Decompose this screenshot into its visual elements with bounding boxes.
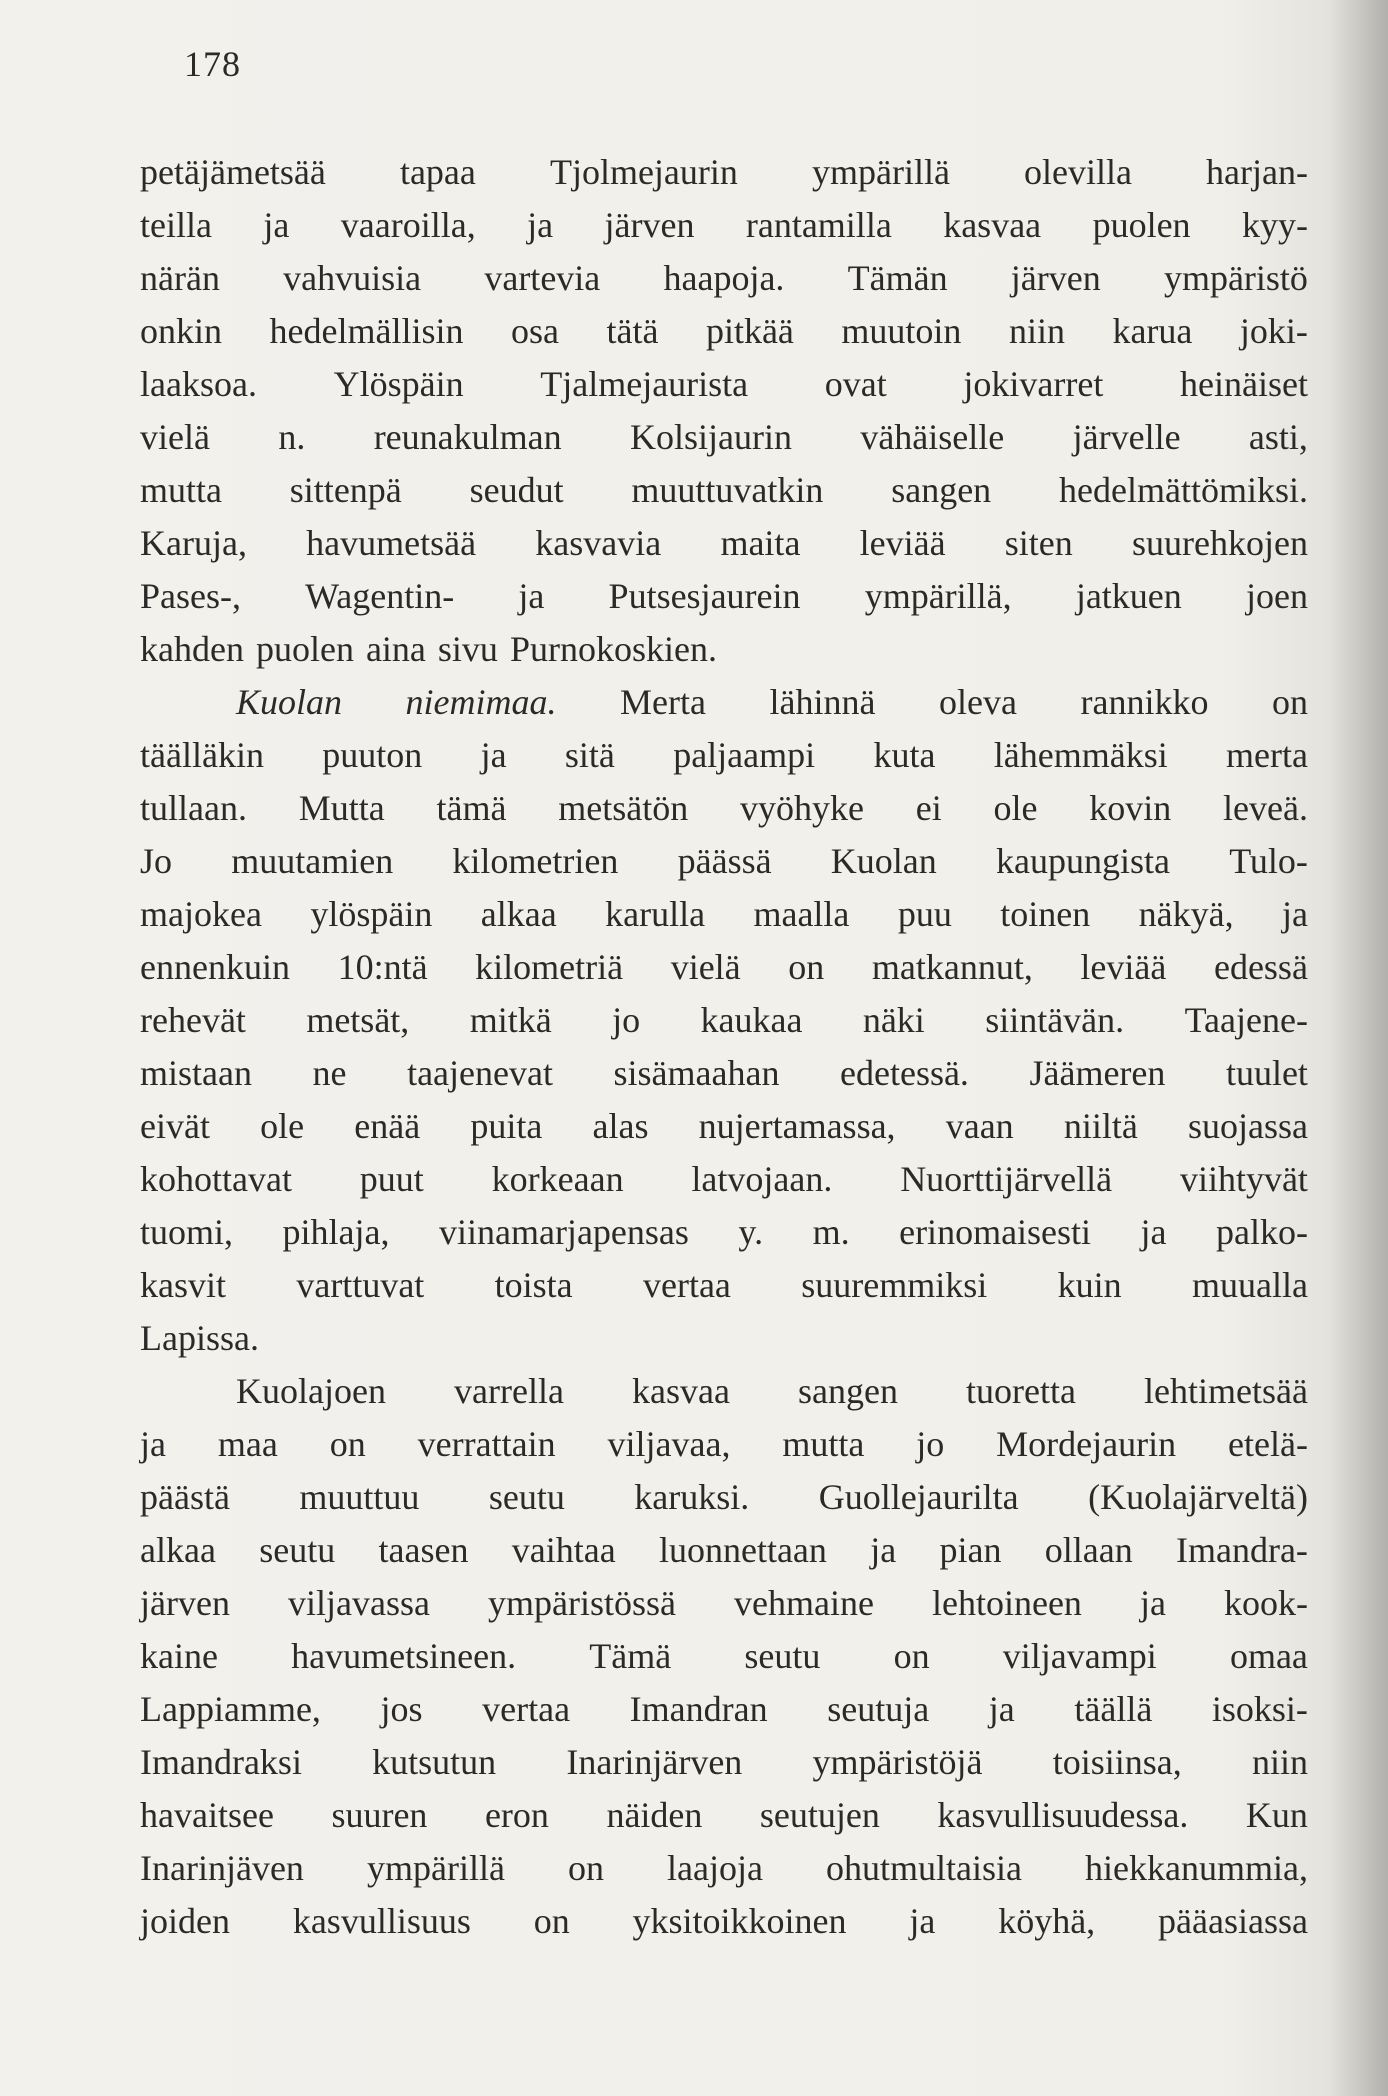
word: Tulo-: [1229, 841, 1308, 881]
word: muutoin: [841, 311, 962, 351]
word: joiden: [140, 1901, 230, 1941]
word: viljavampi: [1002, 1636, 1157, 1676]
word: järven: [604, 205, 695, 245]
word: korkeaan: [491, 1159, 624, 1199]
word: karuksi.: [634, 1477, 750, 1517]
word: ja: [140, 1424, 166, 1464]
word: ja: [909, 1901, 936, 1941]
word: ollaan: [1044, 1530, 1133, 1570]
word: kasvaa: [631, 1371, 730, 1411]
word: siintävän.: [985, 1000, 1125, 1040]
word: Kun: [1245, 1795, 1308, 1835]
word: onkin: [140, 311, 223, 351]
word: hiekkanummia,: [1085, 1848, 1308, 1888]
word: kasvullisuudessa.: [937, 1795, 1189, 1835]
text-line: [140, 1842, 1308, 1895]
word: ne: [312, 1053, 347, 1093]
word: lähemmäksi: [993, 735, 1168, 775]
word: ja: [988, 1689, 1015, 1729]
text-line: [140, 1259, 1308, 1312]
word: seudut: [469, 470, 564, 510]
word: niemimaa.: [405, 682, 557, 722]
word: Karuja,: [140, 523, 247, 563]
word: tämä: [436, 788, 507, 828]
word: Merta: [620, 682, 706, 722]
word: niin: [1008, 311, 1065, 351]
word: sisämaahan: [613, 1053, 780, 1093]
text-line: [140, 1365, 1308, 1418]
word: osa: [510, 311, 559, 351]
word: isoksi-: [1211, 1689, 1308, 1729]
word: kook-: [1223, 1583, 1308, 1623]
text-line: [140, 1895, 1308, 1948]
word: täällä: [1074, 1689, 1153, 1729]
word: rannikko: [1080, 682, 1209, 722]
word: alkaa: [480, 894, 557, 934]
word: vertaa: [482, 1689, 571, 1729]
word: tuomi,: [140, 1212, 234, 1252]
word: sittenpä: [289, 470, 402, 510]
word: Imandraksi: [140, 1742, 302, 1782]
word: etelä-: [1228, 1424, 1308, 1464]
word: vaihtaa: [511, 1530, 616, 1570]
word: muuttuvatkin: [631, 470, 824, 510]
word: ei: [915, 788, 942, 828]
word: Taajene-: [1184, 1000, 1308, 1040]
word: seutuja: [827, 1689, 930, 1729]
body-text: [140, 146, 1308, 1948]
word: edessä: [1213, 947, 1308, 987]
text-line: [140, 305, 1308, 358]
word: mitkä: [469, 1000, 552, 1040]
word: luonnettaan: [658, 1530, 827, 1570]
word: vaaroilla,: [340, 205, 476, 245]
word: kasvaa: [943, 205, 1042, 245]
word: ympärillä: [366, 1848, 505, 1888]
word: sitä: [564, 735, 615, 775]
text-line: [140, 1736, 1308, 1789]
text-line: [140, 1206, 1308, 1259]
word: n.: [278, 417, 306, 457]
text-line: [140, 1418, 1308, 1471]
word: laaksoa.: [140, 364, 257, 404]
word: verrattain: [417, 1424, 556, 1464]
word: edetessä.: [840, 1053, 969, 1093]
text-line: [140, 994, 1308, 1047]
word: ole: [260, 1106, 305, 1146]
word: alkaa: [140, 1530, 216, 1570]
text-line: [140, 941, 1308, 994]
word: Ylöspäin: [333, 364, 464, 404]
word: niiltä: [1063, 1106, 1138, 1146]
word: on: [788, 947, 825, 987]
word: suuremmiksi: [801, 1265, 988, 1305]
word: ympärillä,: [864, 576, 1012, 616]
word: havumetsää: [306, 523, 477, 563]
text-line: [140, 411, 1308, 464]
word: enää: [354, 1106, 421, 1146]
text-line: [140, 146, 1308, 199]
word: metsät,: [306, 1000, 410, 1040]
word: ja: [518, 576, 545, 616]
word: kyy-: [1241, 205, 1308, 245]
word: kaupungista: [996, 841, 1170, 881]
word: vielä: [140, 417, 210, 457]
word: tapaa: [399, 152, 476, 192]
text-line: [140, 464, 1308, 517]
word: kuin: [1057, 1265, 1122, 1305]
word: ympärillä: [811, 152, 950, 192]
word: mutta: [140, 470, 222, 510]
word: teilla: [140, 205, 212, 245]
word: matkannut,: [871, 947, 1033, 987]
word: vehmaine: [734, 1583, 874, 1623]
word: havumetsineen.: [291, 1636, 517, 1676]
word: jo: [916, 1424, 945, 1464]
word: närän: [140, 258, 220, 298]
word: joen: [1245, 576, 1308, 616]
word: Jo: [140, 841, 173, 881]
word: suuren: [331, 1795, 428, 1835]
word: seutu: [488, 1477, 565, 1517]
word: sivu: [437, 629, 498, 669]
word: järven: [140, 1583, 230, 1623]
word: kuta: [873, 735, 936, 775]
word: puu: [897, 894, 952, 934]
word: järven: [1010, 258, 1101, 298]
word: nujertamassa,: [698, 1106, 896, 1146]
word: puuton: [322, 735, 423, 775]
text-line: [140, 1524, 1308, 1577]
word: päästä: [140, 1477, 230, 1517]
page-number: 178: [184, 44, 241, 84]
word: viljavassa: [287, 1583, 430, 1623]
word: ole: [993, 788, 1038, 828]
word: Tämä: [589, 1636, 672, 1676]
word: hedelmällisin: [269, 311, 464, 351]
word: vahvuisia: [283, 258, 422, 298]
word: Inarinjäven: [140, 1848, 304, 1888]
word: vertaa: [642, 1265, 731, 1305]
word: alas: [592, 1106, 649, 1146]
word: erinomaisesti: [899, 1212, 1092, 1252]
text-line: [140, 1153, 1308, 1206]
word: viihtyvät: [1179, 1159, 1308, 1199]
word: on: [329, 1424, 366, 1464]
text-line: [140, 623, 1308, 676]
word: m.: [812, 1212, 850, 1252]
word: sangen: [891, 470, 992, 510]
word: Imandran: [629, 1689, 768, 1729]
word: rehevät: [140, 1000, 246, 1040]
word: muuttuu: [299, 1477, 420, 1517]
word: kaine: [140, 1636, 218, 1676]
word: merta: [1226, 735, 1308, 775]
word: lehtimetsää: [1144, 1371, 1308, 1411]
word: Kuolan: [830, 841, 937, 881]
word: aina: [365, 629, 426, 669]
word: muutamien: [231, 841, 394, 881]
word: Jäämeren: [1029, 1053, 1166, 1093]
word: puolen: [255, 629, 354, 669]
text-line: [140, 676, 1308, 729]
text-line: [140, 835, 1308, 888]
word: jos: [380, 1689, 423, 1729]
text-line: [140, 1047, 1308, 1100]
text-line: [140, 1100, 1308, 1153]
word: latvojaan.: [691, 1159, 833, 1199]
word: mistaan: [140, 1053, 252, 1093]
word: rantamilla: [745, 205, 892, 245]
text-line: [140, 729, 1308, 782]
word: y.: [738, 1212, 764, 1252]
word: lähinnä: [769, 682, 876, 722]
word: ja: [1139, 1583, 1166, 1623]
word: Putsesjaurein: [608, 576, 801, 616]
word: Mutta: [298, 788, 385, 828]
word: (Kuolajärveltä): [1088, 1477, 1308, 1517]
word: lehtoineen: [931, 1583, 1082, 1623]
word: Kuolan: [236, 682, 343, 722]
word: metsätön: [558, 788, 689, 828]
word: olevilla: [1023, 152, 1132, 192]
word: on: [533, 1901, 570, 1941]
word: Lapissa.: [140, 1318, 259, 1358]
word: jo: [612, 1000, 641, 1040]
word: tätä: [606, 311, 659, 351]
word: köyhä,: [998, 1901, 1096, 1941]
word: tullaan.: [140, 788, 247, 828]
text-line: [140, 1577, 1308, 1630]
word: kahden: [140, 629, 244, 669]
word: majokea: [140, 894, 262, 934]
word: kovin: [1089, 788, 1172, 828]
word: hedelmättömiksi.: [1059, 470, 1308, 510]
word: karulla: [605, 894, 706, 934]
word: tuulet: [1225, 1053, 1308, 1093]
word: vähäiselle: [860, 417, 1005, 457]
word: vartevia: [484, 258, 601, 298]
word: palko-: [1216, 1212, 1308, 1252]
word: suurehkojen: [1131, 523, 1308, 563]
word: 10:ntä: [337, 947, 428, 987]
page-gutter-shadow: [1328, 0, 1388, 2096]
word: siten: [1004, 523, 1073, 563]
word: ja: [480, 735, 507, 775]
word: joki-: [1239, 311, 1308, 351]
text-line: [140, 888, 1308, 941]
word: Mordejaurin: [996, 1424, 1177, 1464]
word: ja: [263, 205, 290, 245]
word: petäjämetsää: [140, 152, 326, 192]
word: kohottavat: [140, 1159, 292, 1199]
word: on: [1271, 682, 1308, 722]
word: haapoja.: [663, 258, 785, 298]
word: Purnokoskien.: [509, 629, 717, 669]
word: reunakulman: [373, 417, 562, 457]
word: ja: [870, 1530, 897, 1570]
word: viljavaa,: [607, 1424, 731, 1464]
word: ympäristö: [1163, 258, 1308, 298]
word: jatkuen: [1075, 576, 1182, 616]
word: Wagentin-: [305, 576, 455, 616]
word: kutsutun: [372, 1742, 497, 1782]
text-line: [140, 1312, 1308, 1365]
text-line: [140, 782, 1308, 835]
word: Kolsijaurin: [629, 417, 792, 457]
word: sangen: [797, 1371, 898, 1411]
word: varrella: [454, 1371, 564, 1411]
word: Pases-,: [140, 576, 241, 616]
word: maita: [720, 523, 801, 563]
text-line: [140, 199, 1308, 252]
word: suojassa: [1188, 1106, 1308, 1146]
text-line: [140, 1683, 1308, 1736]
word: muualla: [1191, 1265, 1308, 1305]
word: karua: [1112, 311, 1193, 351]
text-line: [140, 517, 1308, 570]
word: vielä: [670, 947, 741, 987]
word: omaa: [1229, 1636, 1308, 1676]
word: ohutmultaisia: [826, 1848, 1022, 1888]
word: ja: [1140, 1212, 1167, 1252]
word: pian: [939, 1530, 1002, 1570]
word: Tämän: [847, 258, 948, 298]
word: Guollejaurilta: [818, 1477, 1019, 1517]
word: päässä: [677, 841, 772, 881]
word: jokivarret: [963, 364, 1104, 404]
word: harjan-: [1206, 152, 1308, 192]
word: mutta: [782, 1424, 865, 1464]
word: Inarinjärven: [566, 1742, 743, 1782]
word: täälläkin: [140, 735, 264, 775]
word: leviää: [1080, 947, 1167, 987]
word: puolen: [1092, 205, 1191, 245]
word: Tjalmejaurista: [540, 364, 749, 404]
word: toista: [494, 1265, 573, 1305]
word: vyöhyke: [739, 788, 864, 828]
word: paljaampi: [673, 735, 816, 775]
word: laajoja: [667, 1848, 763, 1888]
word: viinamarjapensas: [438, 1212, 689, 1252]
word: ovat: [824, 364, 887, 404]
word: puut: [359, 1159, 424, 1199]
word: seutujen: [759, 1795, 880, 1835]
word: kasvavia: [535, 523, 662, 563]
text-line: [140, 1471, 1308, 1524]
word: asti,: [1248, 417, 1308, 457]
word: kasvit: [140, 1265, 226, 1305]
word: maalla: [753, 894, 850, 934]
word: eron: [484, 1795, 549, 1835]
word: pääasiassa: [1158, 1901, 1308, 1941]
word: ylöspäin: [310, 894, 433, 934]
word: Imandra-: [1175, 1530, 1308, 1570]
word: on: [567, 1848, 604, 1888]
word: puita: [470, 1106, 543, 1146]
word: leveä.: [1223, 788, 1308, 828]
word: näiden: [606, 1795, 703, 1835]
word: leviää: [859, 523, 946, 563]
text-line: [140, 570, 1308, 623]
word: toisiinsa,: [1052, 1742, 1182, 1782]
word: seutu: [259, 1530, 336, 1570]
word: oleva: [939, 682, 1017, 722]
word: järvelle: [1072, 417, 1181, 457]
word: kasvullisuus: [292, 1901, 471, 1941]
word: ja: [1282, 894, 1308, 934]
word: maa: [217, 1424, 278, 1464]
word: tuoretta: [966, 1371, 1076, 1411]
word: havaitsee: [140, 1795, 274, 1835]
word: Tjolmejaurin: [549, 152, 738, 192]
word: ja: [527, 205, 554, 245]
word: heinäiset: [1180, 364, 1308, 404]
word: pihlaja,: [282, 1212, 390, 1252]
word: vaan: [945, 1106, 1014, 1146]
word: Kuolajoen: [236, 1371, 386, 1411]
word: on: [893, 1636, 930, 1676]
word: taajenevat: [407, 1053, 553, 1093]
word: kilometrien: [452, 841, 619, 881]
word: ympäristössä: [487, 1583, 676, 1623]
word: kilometriä: [475, 947, 624, 987]
word: pitkää: [705, 311, 794, 351]
word: näki: [862, 1000, 925, 1040]
word: näkyä,: [1138, 894, 1234, 934]
word: Lappiamme,: [140, 1689, 321, 1729]
text-line: [140, 1789, 1308, 1842]
text-line: [140, 1630, 1308, 1683]
text-line: [140, 358, 1308, 411]
word: toinen: [1000, 894, 1091, 934]
word: yksitoikkoinen: [632, 1901, 847, 1941]
word: niin: [1251, 1742, 1308, 1782]
word: ennenkuin: [140, 947, 290, 987]
word: ympäristöjä: [812, 1742, 983, 1782]
word: kaukaa: [700, 1000, 803, 1040]
word: varttuvat: [296, 1265, 425, 1305]
word: taasen: [378, 1530, 469, 1570]
word: seutu: [744, 1636, 821, 1676]
text-line: [140, 252, 1308, 305]
word: Nuorttijärvellä: [900, 1159, 1113, 1199]
word: eivät: [140, 1106, 210, 1146]
